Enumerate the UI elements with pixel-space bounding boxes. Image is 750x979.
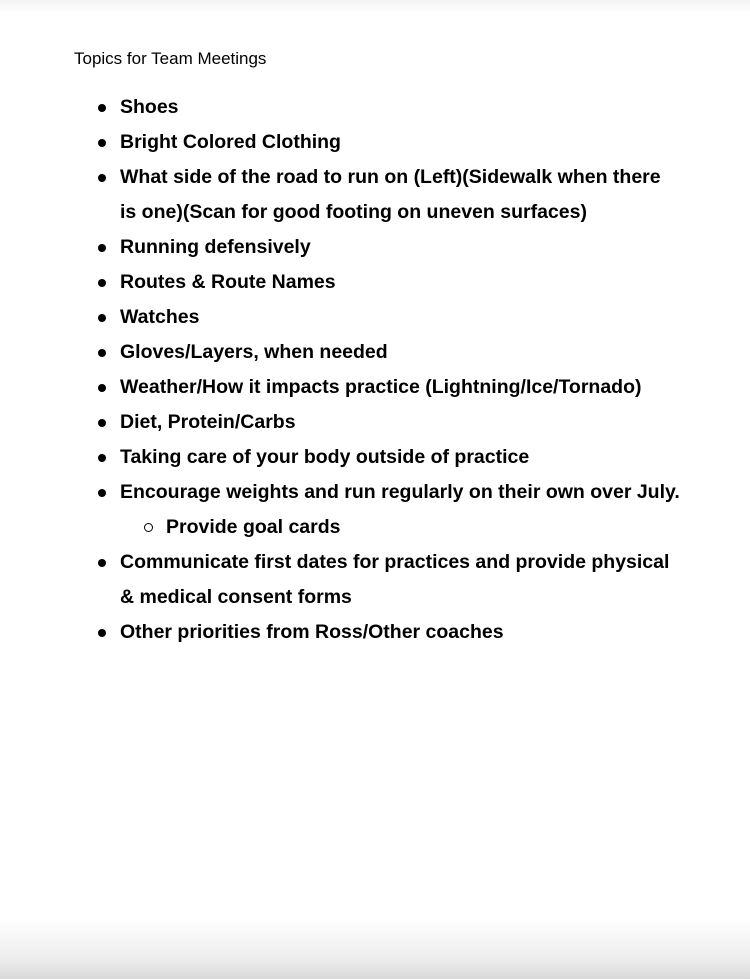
list-item-text: Shoes <box>120 96 179 118</box>
bullet-icon <box>98 489 106 497</box>
list-item <box>0 300 680 335</box>
list-item <box>0 90 680 125</box>
list-item-text: Weather/How it impacts practice (Lightning/Ice/Tornado) <box>120 376 642 398</box>
page-bottom-shadow <box>0 919 750 979</box>
list-item <box>0 405 680 440</box>
document-title: Topics for Team Meetings <box>74 49 267 68</box>
list-item <box>0 265 680 300</box>
list-item-text: Watches <box>120 306 200 328</box>
bullet-icon <box>98 384 106 392</box>
list-item-text: Communicate first dates for practices and provide physical & medical consent forms <box>120 551 670 608</box>
list-item-text: Running defensively <box>120 236 311 258</box>
bullet-icon <box>98 244 106 252</box>
sub-list-item <box>0 510 686 545</box>
page-top-shadow <box>0 0 750 14</box>
list-item-text: Bright Colored Clothing <box>120 131 341 153</box>
hollow-bullet-icon <box>144 523 153 532</box>
list-item <box>0 335 680 370</box>
bullet-icon <box>98 104 106 112</box>
list-item-text: Gloves/Layers, when needed <box>120 341 388 363</box>
list-item <box>0 615 680 650</box>
list-item-text: Diet, Protein/Carbs <box>120 411 296 433</box>
bullet-icon <box>98 314 106 322</box>
bullet-icon <box>98 139 106 147</box>
bullet-icon <box>98 629 106 637</box>
bullet-icon <box>98 174 106 182</box>
bullet-icon <box>98 454 106 462</box>
list-item <box>0 370 680 405</box>
sub-list-item-text: Provide goal cards <box>166 516 341 538</box>
bullet-icon <box>98 419 106 427</box>
bullet-icon <box>98 559 106 567</box>
list-item <box>0 440 680 475</box>
bullet-icon <box>98 279 106 287</box>
list-item <box>0 160 680 230</box>
list-item-text: Taking care of your body outside of practice <box>120 446 530 468</box>
list-item-text: Other priorities from Ross/Other coaches <box>120 621 504 643</box>
list-item-text: Routes & Route Names <box>120 271 336 293</box>
list-item <box>0 475 680 545</box>
sub-list <box>120 510 680 545</box>
list-item <box>0 545 680 615</box>
list-item <box>0 230 680 265</box>
topic-list <box>0 90 750 650</box>
list-item <box>0 125 680 160</box>
list-item-text: What side of the road to run on (Left)(Sidewalk when there is one)(Scan for good footing on uneven surfaces) <box>120 166 661 223</box>
bullet-icon <box>98 349 106 357</box>
list-item-text: Encourage weights and run regularly on their own over July. <box>120 481 680 503</box>
